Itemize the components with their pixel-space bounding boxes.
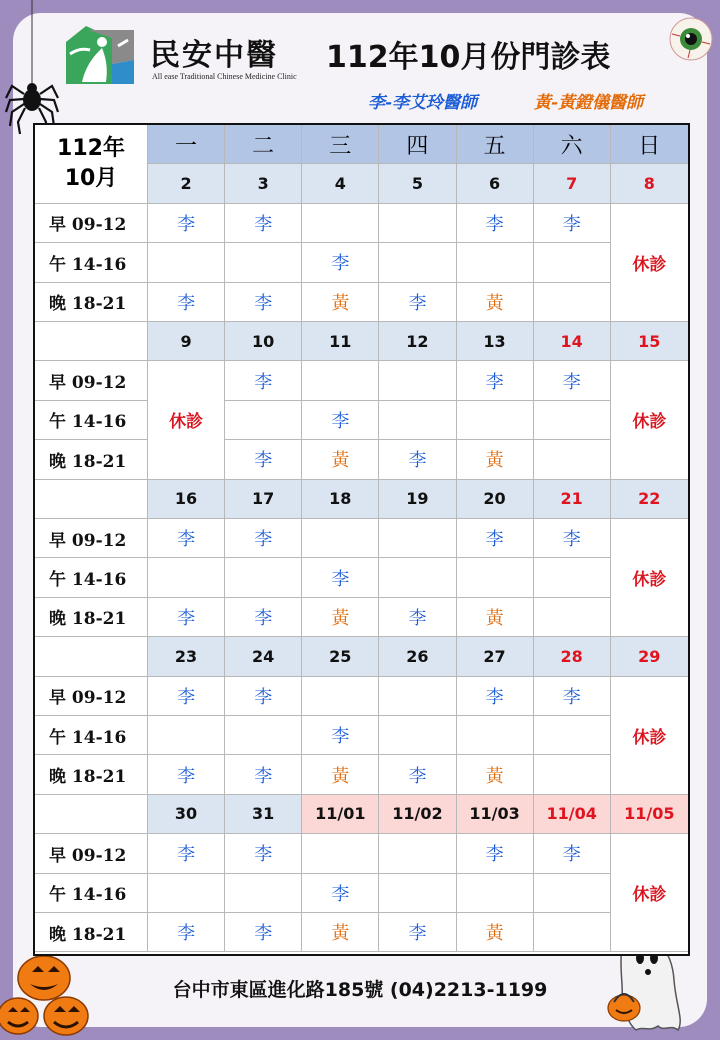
- date-cell: 30: [148, 795, 225, 834]
- doctor-slot: 李: [457, 204, 534, 243]
- date-cell: 27: [457, 637, 534, 676]
- slot-row-afternoon: [35, 558, 688, 597]
- doctor-slot: 李: [534, 361, 611, 400]
- doctor-slot: [302, 834, 379, 873]
- doctor-slot: [534, 755, 611, 794]
- date-cell: 25: [302, 637, 379, 676]
- doctor-slot: [148, 243, 225, 282]
- slot-row-evening: [35, 283, 688, 322]
- doctor-slot: 李: [534, 834, 611, 873]
- doctor-slot: 黃: [457, 755, 534, 794]
- date-row-label: [35, 322, 148, 361]
- doctor-slot: [534, 913, 611, 952]
- spider-icon: [2, 0, 62, 140]
- slot-row-afternoon: [35, 874, 688, 913]
- date-row-label: [35, 480, 148, 519]
- slot-row-morning: [35, 677, 688, 716]
- date-cell: 17: [225, 480, 302, 519]
- doctor-slot: [379, 834, 456, 873]
- sunday-closed: 休診: [611, 204, 688, 322]
- doctor-slot: 李: [225, 519, 302, 558]
- date-cell: 11/05: [611, 795, 688, 834]
- doctor-slot: 黃: [457, 440, 534, 479]
- sunday-closed: 休診: [611, 519, 688, 637]
- doctor-slot: [225, 716, 302, 755]
- slot-row-morning: [35, 204, 688, 243]
- doctor-slot: 李: [225, 440, 302, 479]
- date-cell: 9: [148, 322, 225, 361]
- corner-month: 10月: [64, 165, 118, 191]
- date-cell: 14: [534, 322, 611, 361]
- doctor-slot: 黃: [302, 440, 379, 479]
- doctor-slot: [302, 519, 379, 558]
- doctor-slot: 李: [148, 677, 225, 716]
- date-cell: 11/03: [457, 795, 534, 834]
- doctor-slot: [457, 401, 534, 440]
- date-cell: 28: [534, 637, 611, 676]
- doctor-slot: 黃: [302, 755, 379, 794]
- doctor-slot: [302, 204, 379, 243]
- slot-row-morning: [35, 361, 688, 400]
- doctor-slot: [379, 204, 456, 243]
- page-title: 112年10月份門診表: [326, 40, 611, 75]
- slot-label: 晚 18-21: [35, 598, 148, 637]
- date-cell: 12: [379, 322, 456, 361]
- date-cell: 18: [302, 480, 379, 519]
- doctor-slot: 李: [148, 519, 225, 558]
- address-phone: 台中市東區進化路185號 (04)2213-1199: [172, 979, 548, 1001]
- weekday-header: 三: [302, 125, 379, 164]
- date-row: [35, 480, 688, 519]
- date-cell: 16: [148, 480, 225, 519]
- doctor-slot: [534, 558, 611, 597]
- doctor-slot: 李: [379, 913, 456, 952]
- legend-li: 李-李艾玲醫師: [368, 93, 478, 113]
- slot-label: 午 14-16: [35, 874, 148, 913]
- slot-label: 早 09-12: [35, 834, 148, 873]
- doctor-slot: [225, 243, 302, 282]
- slot-label: 午 14-16: [35, 716, 148, 755]
- clinic-logo: [62, 24, 138, 86]
- clinic-english-name: All ease Traditional Chinese Medicine Clinic: [152, 72, 297, 81]
- date-cell: 2: [148, 164, 225, 203]
- date-cell: 20: [457, 480, 534, 519]
- doctor-slot: 李: [148, 283, 225, 322]
- doctor-slot: 李: [302, 558, 379, 597]
- date-cell: 11/04: [534, 795, 611, 834]
- sunday-closed: 休診: [611, 677, 688, 795]
- doctor-slot: 李: [225, 598, 302, 637]
- slot-row-evening: [35, 440, 688, 479]
- doctor-slot: [148, 558, 225, 597]
- slot-row-evening: [35, 913, 688, 952]
- date-cell: 23: [148, 637, 225, 676]
- doctor-slot: 李: [457, 519, 534, 558]
- date-cell: 3: [225, 164, 302, 203]
- doctor-slot: 李: [534, 204, 611, 243]
- doctor-slot: [379, 401, 456, 440]
- date-cell: 4: [302, 164, 379, 203]
- doctor-slot: [225, 401, 302, 440]
- date-row: [35, 322, 688, 361]
- doctor-slot: [302, 361, 379, 400]
- weekday-header: 二: [225, 125, 302, 164]
- date-cell: 29: [611, 637, 688, 676]
- slot-label: 晚 18-21: [35, 755, 148, 794]
- doctor-slot: [379, 558, 456, 597]
- doctor-slot: 李: [302, 716, 379, 755]
- slot-label: 午 14-16: [35, 243, 148, 282]
- doctor-slot: 李: [148, 204, 225, 243]
- doctor-slot: [534, 440, 611, 479]
- doctor-slot: 李: [457, 677, 534, 716]
- date-row-label: [35, 637, 148, 676]
- doctor-slot: 李: [225, 755, 302, 794]
- date-cell: 11: [302, 322, 379, 361]
- doctor-slot: [225, 874, 302, 913]
- slot-label: 早 09-12: [35, 519, 148, 558]
- slot-row-morning: [35, 834, 688, 873]
- doctor-slot: 李: [225, 677, 302, 716]
- doctor-slot: 李: [225, 834, 302, 873]
- doctor-slot: [379, 243, 456, 282]
- date-cell: 7: [534, 164, 611, 203]
- weekday-header: 五: [457, 125, 534, 164]
- date-cell: 22: [611, 480, 688, 519]
- doctor-slot: [225, 558, 302, 597]
- month-corner-cell: [35, 125, 148, 204]
- date-cell: 13: [457, 322, 534, 361]
- doctor-slot: 李: [148, 834, 225, 873]
- doctor-slot: [457, 716, 534, 755]
- doctor-slot: [379, 361, 456, 400]
- date-cell: 31: [225, 795, 302, 834]
- date-row: [35, 795, 688, 834]
- date-row-label: [35, 795, 148, 834]
- doctor-slot: 李: [457, 834, 534, 873]
- doctor-slot: 李: [302, 874, 379, 913]
- doctor-slot: [457, 558, 534, 597]
- date-cell: 26: [379, 637, 456, 676]
- slot-label: 午 14-16: [35, 401, 148, 440]
- doctor-slot: [148, 874, 225, 913]
- doctor-slot: [534, 598, 611, 637]
- slot-label: 晚 18-21: [35, 440, 148, 479]
- doctor-slot: 李: [457, 361, 534, 400]
- slot-label: 早 09-12: [35, 361, 148, 400]
- doctor-slot: [534, 874, 611, 913]
- date-cell: 6: [457, 164, 534, 203]
- slot-row-afternoon: [35, 716, 688, 755]
- date-cell: 15: [611, 322, 688, 361]
- weekday-header: 一: [148, 125, 225, 164]
- doctor-slot: 李: [225, 913, 302, 952]
- weekday-header: 日: [611, 125, 688, 164]
- date-cell: 11/01: [302, 795, 379, 834]
- doctor-slot: [379, 519, 456, 558]
- date-cell: 19: [379, 480, 456, 519]
- doctor-slot: [379, 716, 456, 755]
- doctor-slot: [457, 243, 534, 282]
- doctor-slot: [534, 283, 611, 322]
- doctor-slot: 李: [148, 755, 225, 794]
- doctor-slot: 李: [534, 519, 611, 558]
- legend-huang: 黃-黃鐙儀醫師: [534, 93, 644, 113]
- doctor-slot: [534, 716, 611, 755]
- doctor-slot: [379, 874, 456, 913]
- slot-label: 午 14-16: [35, 558, 148, 597]
- doctor-slot: 李: [225, 204, 302, 243]
- sunday-closed: 休診: [611, 834, 688, 952]
- weekday-header: 六: [534, 125, 611, 164]
- doctor-slot: [534, 401, 611, 440]
- doctor-slot: 黃: [302, 283, 379, 322]
- doctor-slot: 李: [225, 283, 302, 322]
- doctor-slot: [534, 243, 611, 282]
- clinic-name: 民安中醫: [150, 38, 278, 73]
- doctor-slot: 李: [148, 913, 225, 952]
- doctor-slot: 李: [302, 243, 379, 282]
- doctor-slot: 黃: [457, 283, 534, 322]
- doctor-slot: [302, 677, 379, 716]
- doctor-slot: 李: [379, 755, 456, 794]
- eyeball-icon: [668, 16, 714, 62]
- slot-row-evening: [35, 598, 688, 637]
- slot-row-morning: [35, 519, 688, 558]
- slot-row-afternoon: [35, 243, 688, 282]
- sunday-closed: 休診: [611, 361, 688, 479]
- slot-row-evening: [35, 755, 688, 794]
- doctor-slot: 黃: [457, 913, 534, 952]
- slot-label: 早 09-12: [35, 677, 148, 716]
- corner-year: 112年: [57, 135, 125, 161]
- doctor-slot: 黃: [302, 913, 379, 952]
- date-cell: 10: [225, 322, 302, 361]
- doctor-slot: 黃: [302, 598, 379, 637]
- doctor-slot: 李: [225, 361, 302, 400]
- date-cell: 24: [225, 637, 302, 676]
- doctor-slot: [379, 677, 456, 716]
- schedule-table: [33, 123, 690, 956]
- date-cell: 21: [534, 480, 611, 519]
- slot-label: 早 09-12: [35, 204, 148, 243]
- holiday-closed: 休診: [148, 361, 225, 479]
- slot-label: 晚 18-21: [35, 283, 148, 322]
- weekday-header: 四: [379, 125, 456, 164]
- doctor-slot: 李: [302, 401, 379, 440]
- doctor-slot: [457, 874, 534, 913]
- doctor-slot: [148, 716, 225, 755]
- doctor-slot: 黃: [457, 598, 534, 637]
- doctor-slot: 李: [379, 598, 456, 637]
- date-cell: 11/02: [379, 795, 456, 834]
- date-row: [35, 637, 688, 676]
- doctor-slot: 李: [379, 283, 456, 322]
- slot-label: 晚 18-21: [35, 913, 148, 952]
- slot-row-afternoon: [35, 401, 688, 440]
- doctor-slot: 李: [379, 440, 456, 479]
- date-cell: 8: [611, 164, 688, 203]
- date-cell: 5: [379, 164, 456, 203]
- doctor-slot: 李: [148, 598, 225, 637]
- doctor-slot: 李: [534, 677, 611, 716]
